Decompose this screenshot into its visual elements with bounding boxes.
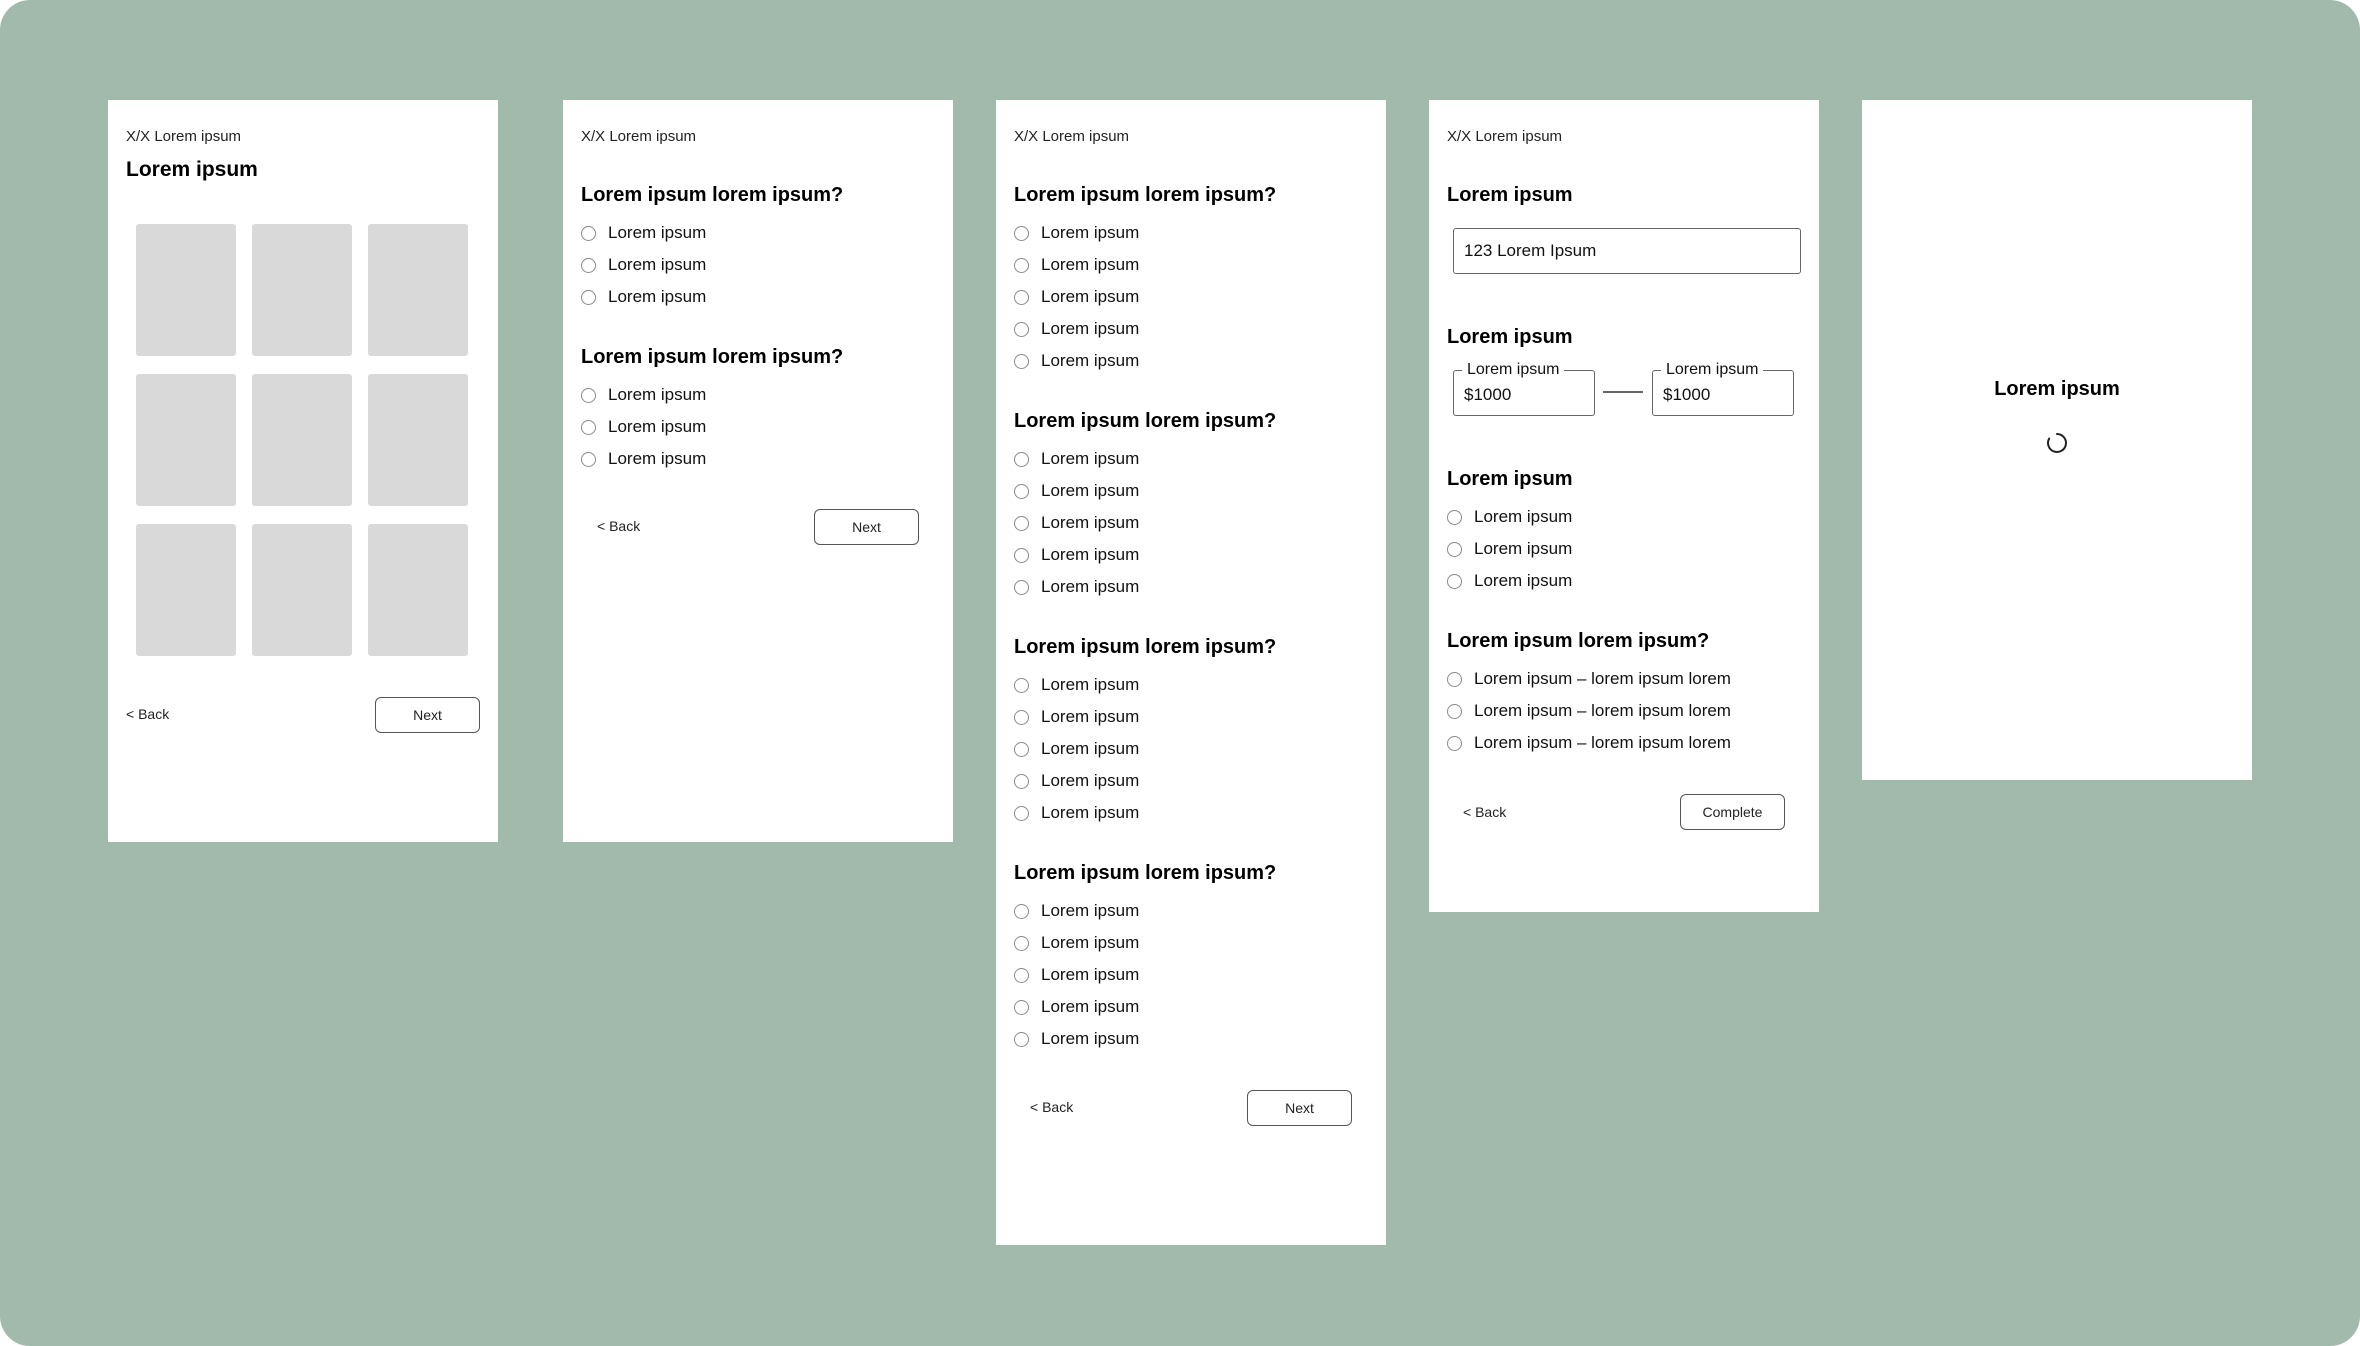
radio-button[interactable]	[1014, 354, 1029, 369]
radio-option[interactable]	[581, 287, 706, 307]
back-link[interactable]: < Back	[126, 706, 170, 722]
option-label: Lorem ipsum	[1041, 513, 1140, 532]
option-label: Lorem ipsum	[1041, 901, 1140, 920]
radio-option[interactable]	[1014, 481, 1139, 501]
range-min-field[interactable]	[1453, 361, 1595, 416]
radio-option[interactable]	[1014, 997, 1139, 1017]
radio-button[interactable]	[1014, 936, 1029, 951]
radio-button[interactable]	[1014, 452, 1029, 467]
radio-button[interactable]	[1447, 736, 1462, 751]
range-max-value: $1000	[1663, 385, 1711, 404]
question-title: Lorem ipsum lorem ipsum?	[581, 346, 844, 368]
option-label: Lorem ipsum – lorem ipsum lorem	[1474, 669, 1731, 688]
section-title: Lorem ipsum	[1447, 184, 1573, 206]
range-separator	[1603, 391, 1643, 393]
radio-button[interactable]	[581, 452, 596, 467]
option-label: Lorem ipsum	[1041, 577, 1140, 596]
question-title: Lorem ipsum lorem ipsum?	[1014, 184, 1277, 206]
radio-button[interactable]	[581, 226, 596, 241]
page-title: Lorem ipsum	[126, 158, 258, 181]
option-label: Lorem ipsum	[1041, 351, 1140, 370]
next-button[interactable]: Next	[375, 697, 480, 733]
radio-button[interactable]	[1447, 542, 1462, 557]
screen-questions-short	[563, 100, 953, 842]
radio-option[interactable]	[581, 385, 706, 405]
radio-button[interactable]	[1014, 1000, 1029, 1015]
range-min-label: Lorem ipsum	[1462, 360, 1564, 380]
back-link[interactable]: < Back	[1463, 804, 1507, 820]
option-label: Lorem ipsum	[608, 255, 707, 274]
section-title: Lorem ipsum	[1447, 468, 1573, 490]
step-indicator: X/X Lorem ipsum	[1014, 128, 1130, 145]
option-label: Lorem ipsum	[1041, 481, 1140, 500]
radio-button[interactable]	[1014, 968, 1029, 983]
radio-button[interactable]	[581, 258, 596, 273]
radio-button[interactable]	[1447, 704, 1462, 719]
image-tile[interactable]	[368, 374, 468, 506]
option-label: Lorem ipsum	[1474, 539, 1573, 558]
radio-option[interactable]	[581, 449, 706, 469]
radio-option[interactable]	[1447, 507, 1572, 527]
back-link[interactable]: < Back	[597, 518, 641, 534]
option-label: Lorem ipsum	[1041, 997, 1140, 1016]
radio-button[interactable]	[1014, 742, 1029, 757]
radio-option[interactable]	[1014, 577, 1139, 597]
image-tile[interactable]	[136, 224, 236, 356]
radio-option[interactable]	[581, 417, 706, 437]
radio-button[interactable]	[1014, 548, 1029, 563]
range-max-label: Lorem ipsum	[1661, 360, 1763, 380]
radio-option[interactable]	[1014, 1029, 1139, 1049]
option-label: Lorem ipsum	[1474, 571, 1573, 590]
image-tile[interactable]	[136, 524, 236, 656]
radio-option[interactable]	[1014, 739, 1139, 759]
radio-option[interactable]	[1014, 707, 1139, 727]
radio-option[interactable]	[1014, 223, 1139, 243]
radio-button[interactable]	[1014, 806, 1029, 821]
option-label: Lorem ipsum	[608, 449, 707, 468]
radio-option[interactable]	[1014, 933, 1139, 953]
image-tile[interactable]	[252, 524, 352, 656]
option-label: Lorem ipsum	[608, 223, 707, 242]
radio-button[interactable]	[1447, 510, 1462, 525]
image-tile[interactable]	[136, 374, 236, 506]
image-tile[interactable]	[252, 224, 352, 356]
loading-spinner-icon	[2046, 432, 2068, 454]
radio-button[interactable]	[1014, 226, 1029, 241]
radio-button[interactable]	[1014, 1032, 1029, 1047]
option-label: Lorem ipsum	[1041, 771, 1140, 790]
screen-loading	[1862, 100, 2252, 780]
radio-button[interactable]	[1014, 580, 1029, 595]
radio-option[interactable]	[581, 223, 706, 243]
radio-option[interactable]	[1447, 701, 1731, 721]
question-title: Lorem ipsum lorem ipsum?	[1014, 636, 1277, 658]
radio-option[interactable]	[1447, 733, 1731, 753]
radio-option[interactable]	[1014, 675, 1139, 695]
option-label: Lorem ipsum	[1041, 449, 1140, 468]
screen-form-details	[1429, 100, 1819, 912]
option-label: Lorem ipsum	[1041, 675, 1140, 694]
radio-button[interactable]	[1014, 322, 1029, 337]
image-grid	[136, 224, 468, 656]
option-label: Lorem ipsum	[1041, 545, 1140, 564]
loading-title: Lorem ipsum	[1994, 378, 2120, 400]
option-label: Lorem ipsum	[1041, 803, 1140, 822]
image-tile[interactable]	[368, 524, 468, 656]
option-label: Lorem ipsum	[1041, 965, 1140, 984]
radio-option[interactable]	[1014, 287, 1139, 307]
option-label: Lorem ipsum	[1041, 1029, 1140, 1048]
radio-option[interactable]	[1014, 513, 1139, 533]
question-title: Lorem ipsum lorem ipsum?	[1014, 862, 1277, 884]
option-label: Lorem ipsum – lorem ipsum lorem	[1474, 733, 1731, 752]
radio-button[interactable]	[1014, 904, 1029, 919]
option-label: Lorem ipsum	[608, 287, 707, 306]
radio-button[interactable]	[1014, 678, 1029, 693]
radio-option[interactable]	[1014, 901, 1139, 921]
radio-option[interactable]	[1447, 571, 1572, 591]
range-max-field[interactable]	[1652, 361, 1794, 416]
text-input-value: 123 Lorem Ipsum	[1464, 241, 1597, 260]
complete-button[interactable]: Complete	[1680, 794, 1785, 830]
radio-option[interactable]	[1014, 545, 1139, 565]
question-title: Lorem ipsum lorem ipsum?	[581, 184, 844, 206]
radio-button[interactable]	[1014, 710, 1029, 725]
option-label: Lorem ipsum	[1041, 707, 1140, 726]
radio-option[interactable]	[1014, 965, 1139, 985]
range-min-value: $1000	[1464, 385, 1512, 404]
radio-button[interactable]	[1447, 574, 1462, 589]
radio-option[interactable]	[1014, 255, 1139, 275]
radio-option[interactable]	[581, 255, 706, 275]
image-tile[interactable]	[368, 224, 468, 356]
radio-button[interactable]	[581, 420, 596, 435]
radio-button[interactable]	[1014, 484, 1029, 499]
radio-option[interactable]	[1014, 771, 1139, 791]
image-tile[interactable]	[252, 374, 352, 506]
option-label: Lorem ipsum	[1041, 739, 1140, 758]
section-title: Lorem ipsum	[1447, 326, 1573, 348]
screen-questions-long	[996, 100, 1386, 1245]
step-indicator: X/X Lorem ipsum	[581, 128, 697, 145]
option-label: Lorem ipsum	[1041, 223, 1140, 242]
step-indicator: X/X Lorem ipsum	[126, 128, 242, 145]
radio-option[interactable]	[1014, 319, 1139, 339]
radio-button[interactable]	[1447, 672, 1462, 687]
radio-button[interactable]	[1014, 258, 1029, 273]
option-label: Lorem ipsum – lorem ipsum lorem	[1474, 701, 1731, 720]
screen-image-grid	[108, 100, 498, 842]
text-input[interactable]	[1453, 228, 1801, 274]
next-button[interactable]: Next	[1247, 1090, 1352, 1126]
option-label: Lorem ipsum	[608, 417, 707, 436]
radio-option[interactable]	[1014, 351, 1139, 371]
question-title: Lorem ipsum lorem ipsum?	[1014, 410, 1277, 432]
question-title: Lorem ipsum lorem ipsum?	[1447, 630, 1710, 652]
radio-option[interactable]	[1447, 539, 1572, 559]
step-indicator: X/X Lorem ipsum	[1447, 128, 1563, 145]
radio-button[interactable]	[581, 290, 596, 305]
option-label: Lorem ipsum	[1041, 255, 1140, 274]
option-label: Lorem ipsum	[1041, 933, 1140, 952]
option-label: Lorem ipsum	[1041, 319, 1140, 338]
radio-option[interactable]	[1447, 669, 1731, 689]
next-button[interactable]: Next	[814, 509, 919, 545]
option-label: Lorem ipsum	[1041, 287, 1140, 306]
radio-button[interactable]	[1014, 516, 1029, 531]
radio-button[interactable]	[1014, 290, 1029, 305]
option-label: Lorem ipsum	[608, 385, 707, 404]
option-label: Lorem ipsum	[1474, 507, 1573, 526]
radio-option[interactable]	[1014, 803, 1139, 823]
radio-option[interactable]	[1014, 449, 1139, 469]
back-link[interactable]: < Back	[1030, 1099, 1074, 1115]
radio-button[interactable]	[1014, 774, 1029, 789]
radio-button[interactable]	[581, 388, 596, 403]
